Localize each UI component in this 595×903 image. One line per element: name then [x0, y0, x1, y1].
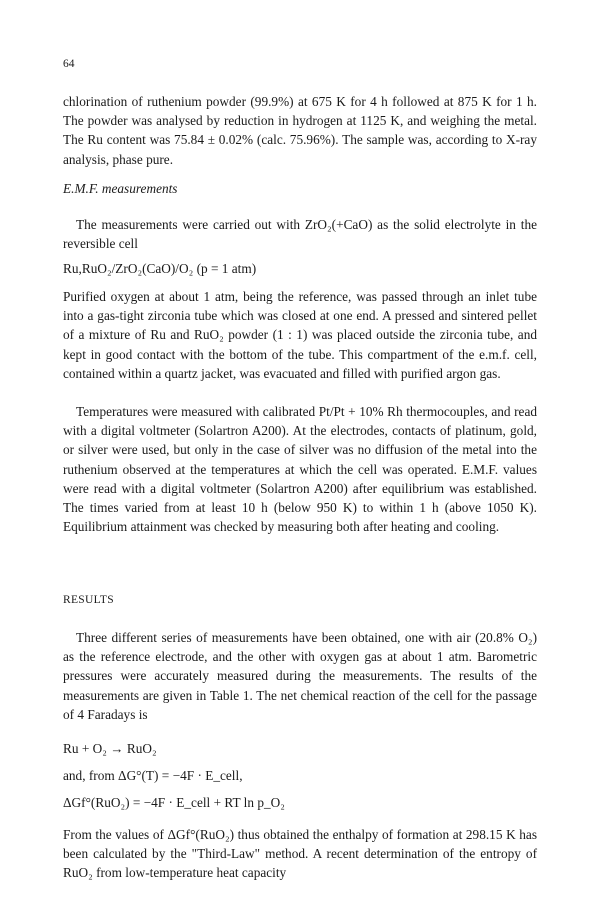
emf-paragraph-3	[63, 402, 537, 536]
intro-paragraph	[63, 92, 537, 169]
page-number: 64	[63, 58, 75, 70]
and-from-equation: and, from ΔG°(T) = −4F · E_cell,	[63, 768, 243, 783]
reaction-equation: Ru + O₂ → RuO₂	[63, 741, 157, 756]
emf-heading: E.M.F. measurements	[63, 181, 178, 196]
intro-paragraph-text: chlorination of ruthenium powder (99.9%) at 675 K for 4 h followed at 875 K for 1 h. The powder was analysed by reduction in hydrogen at 1125 K, and weighing the metal. The Ru content was 75.84 ± 0.02% (calc. 75.96%). The sample was, according to X-ray analysis, phase pure.	[63, 94, 537, 167]
gibbs-equation: ΔGf°(RuO₂) = −4F · E_cell + RT ln p_O₂	[63, 795, 285, 810]
emf-paragraph-1-text: The measurements were carried out with ZrO₂(+CaO) as the solid electrolyte in the reversible cell	[63, 217, 537, 252]
emf-paragraph-3-text: Temperatures were measured with calibrated Pt/Pt + 10% Rh thermocouples, and read with a digital voltmeter (Solartron A200). At the electrodes, contacts of platinum, gold, or silver were used, but only in the case of silver was no diffusion of the metal into the ruthenium observed at the temperatures at which the cell was operated. E.M.F. values were read with a digital voltmeter (Solartron A200) after equilibrium was established. The times varied from at least 10 h (below 950 K) to within 1 h (above 1050 K). Equilibrium attainment was checked by measuring both after heating and cooling.	[63, 404, 537, 535]
cell-equation: Ru,RuO₂/ZrO₂(CaO)/O₂ (p = 1 atm)	[63, 261, 257, 276]
emf-paragraph-2	[63, 287, 537, 383]
emf-paragraph-1	[63, 215, 537, 253]
results-paragraph-2	[63, 825, 537, 883]
results-paragraph-1	[63, 628, 537, 724]
results-heading: RESULTS	[63, 594, 114, 606]
emf-paragraph-2-text: Purified oxygen at about 1 atm, being the reference, was passed through an inlet tube into a gas-tight zirconia tube which was closed at one end. A pressed and sintered pellet of a mixture of Ru and RuO₂ powder (1 : 1) was placed outside the zirconia tube, and kept in good contact with the bottom of the tube. This compartment of the e.m.f. cell, contained within a quartz jacket, was evacuated and filled with purified argon gas.	[63, 289, 537, 381]
results-paragraph-1-text: Three different series of measurements have been obtained, one with air (20.8% O₂) as the reference electrode, and the other with oxygen gas at about 1 atm. Barometric pressures were accurately measured during the measurements. The results of the measurements are given in Table 1. The net chemical reaction of the cell for the passage of 4 Faradays is	[63, 630, 537, 722]
results-paragraph-2-text: From the values of ΔGf°(RuO₂) thus obtained the enthalpy of formation at 298.15 K has been calculated by the "Third-Law" method. A recent determination of the entropy of RuO₂ from low-temperature heat capacity	[63, 827, 537, 881]
